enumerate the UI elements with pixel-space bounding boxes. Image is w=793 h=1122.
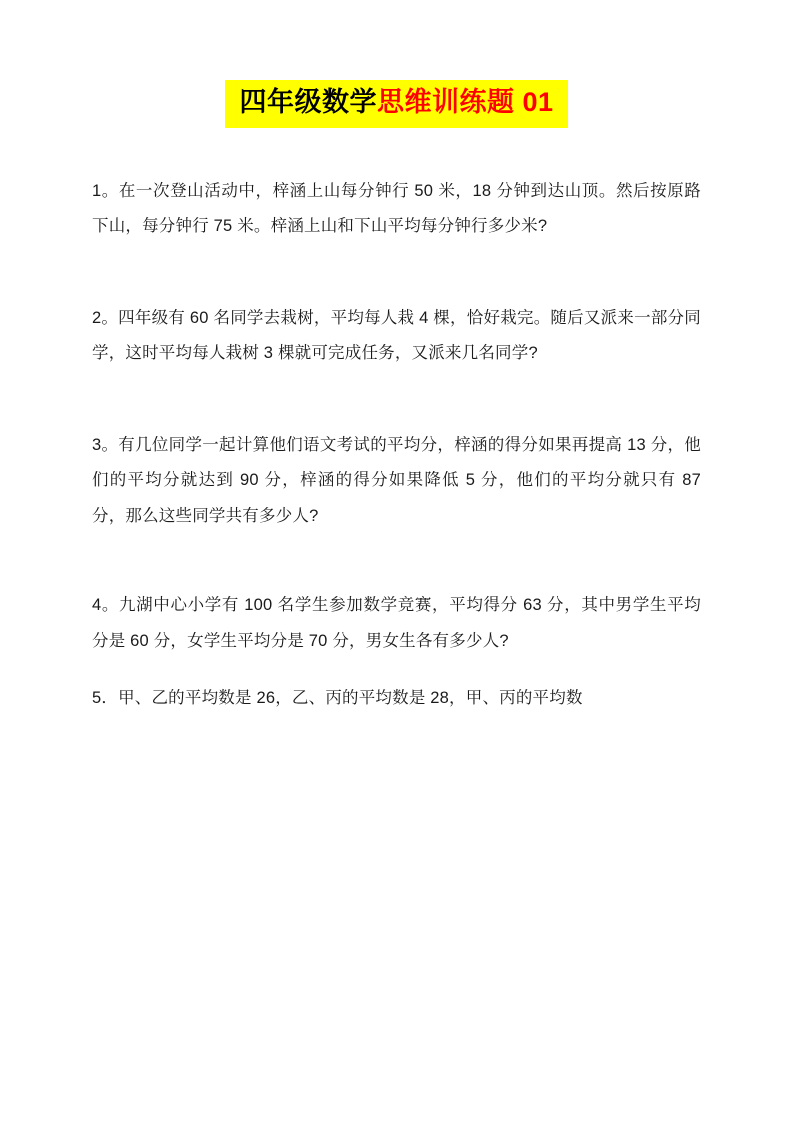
title-container [92,0,701,128]
question-item-3: 3。有几位同学一起计算他们语文考试的平均分，梓涵的得分如果再提高 13 分，他们的平均分就达到 90 分，梓涵的得分如果降低 5 分，他们的平均分就只有 87 分，那么这些同学共有多少人? [92,435,701,525]
page-title [225,80,567,128]
page-title-accent: 思维训练题 01 [376,87,554,117]
questions-list [92,174,701,717]
page-title-primary: 四年级数学 [239,87,377,117]
question-item-4: 4。九湖中心小学有 100 名学生参加数学竞赛，平均得分 63 分，其中男学生平均分是 60 分，女学生平均分是 70 分，男女生各有多少人? [92,596,701,650]
question-item-1: 1。在一次登山活动中，梓涵上山每分钟行 50 米，18 分钟到达山顶。然后按原路下山，每分钟行 75 米。梓涵上山和下山平均每分钟行多少米? [92,181,701,236]
question-item-5: 5．甲、乙的平均数是 26，乙、丙的平均数是 28，甲、丙的平均数 [92,688,583,707]
question-item-2: 2。四年级有 60 名同学去栽树，平均每人栽 4 棵，恰好栽完。随后又派来一部分同学，这时平均每人栽树 3 棵就可完成任务，又派来几名同学? [92,308,701,363]
